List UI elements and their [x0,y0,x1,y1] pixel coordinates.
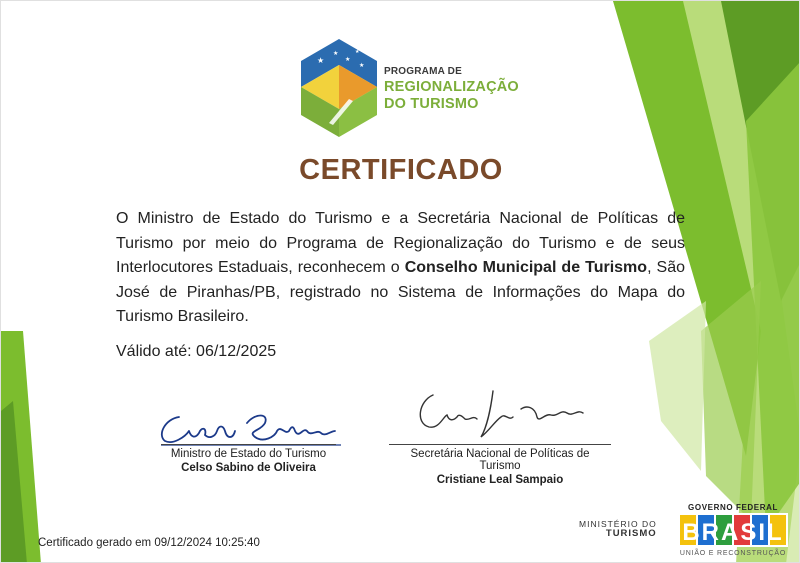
certificate-title: CERTIFICADO [299,154,503,186]
signature-block-minister [161,444,336,474]
ministry-line-1: MINISTÉRIO DO [579,519,657,529]
government-bottom-text: UNIÃO E RECONSTRUÇÃO [679,550,787,557]
signature-block-secretary [389,444,611,486]
ministry-line-2: TURISMO [605,527,657,539]
logo-line-2: REGIONALIZAÇÃO [384,79,519,95]
government-top-text: GOVERNO FEDERAL [688,503,778,512]
logo-line-3: DO TURISMO [384,95,479,112]
svg-text:★: ★ [317,56,325,65]
svg-text:★: ★ [355,49,360,55]
minister-signature [151,401,351,447]
certificate-body [116,207,685,330]
brasil-wordmark-icon [678,513,788,547]
signature-line [161,444,336,445]
body-highlight: Conselho Municipal de Turismo [404,259,648,276]
validity-date: Válido até: 06/12/2025 [116,343,277,360]
program-logo [299,37,519,141]
minister-role: Ministro de Estado do Turismo [170,448,327,460]
ministry-logo [579,520,657,539]
svg-text:BRASIL: BRASIL [682,519,784,546]
svg-text:★: ★ [333,51,339,57]
hexagon-logo-icon [299,37,379,141]
government-logo [674,503,792,561]
svg-text:★: ★ [359,63,365,69]
secretary-name: Cristiane Leal Sampaio [436,474,564,486]
minister-name: Celso Sabino de Oliveira [181,462,316,474]
signature-line [389,444,611,445]
body-text-after: , São José de Piranhas/PB, registrado no Sistema de Informações do Mapa do Turismo Brasileiro. [116,259,686,325]
generated-timestamp: Certificado gerado em 09/12/2024 10:25:40 [38,537,260,549]
secretary-role: Secretária Nacional de Políticas de Turismo [410,448,590,472]
secretary-signature [411,387,601,445]
logo-line-1: PROGRAMA DE [384,66,462,77]
svg-text:★: ★ [345,57,351,63]
body-text-before: O Ministro de Estado do Turismo e a Secretária Nacional de Políticas de Turismo por meio do Programa de Regionalização do Turismo e de seus Interlocutores Estaduais, reconhecem o [116,210,685,276]
